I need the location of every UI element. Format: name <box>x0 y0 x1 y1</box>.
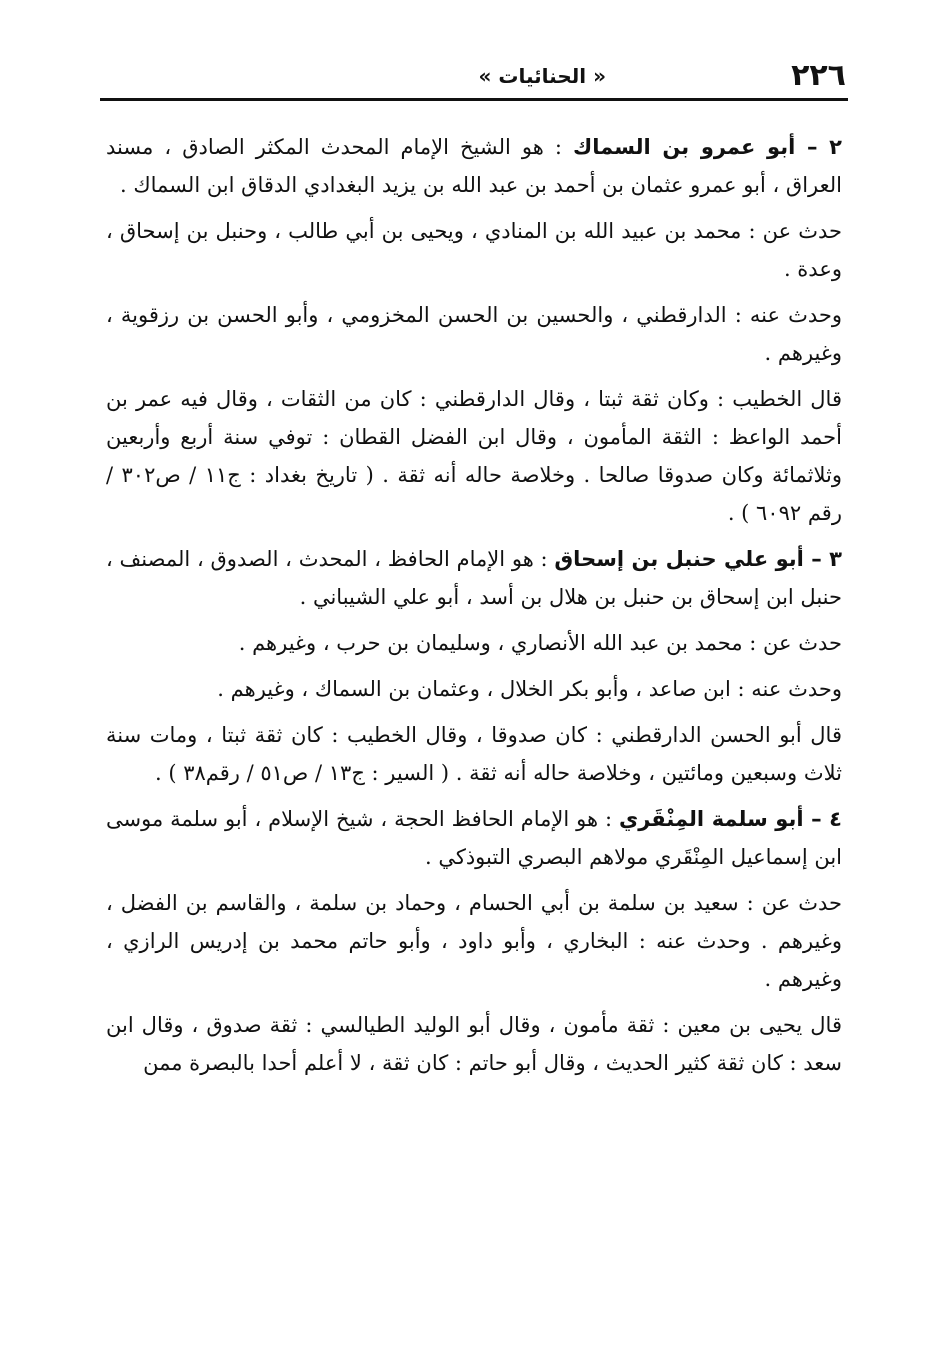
entry-2-students: وحدث عنه : الدارقطني ، والحسين بن الحسن المخزومي ، وأبو الحسن بن رزقوية ، وغيرهم . <box>106 303 842 365</box>
running-title: « الحنائيات » <box>478 64 606 88</box>
entry-3-students: وحدث عنه : ابن صاعد ، وأبو بكر الخلال ، وعثمان بن السماك ، وغيرهم . <box>217 677 842 701</box>
entry-3-intro <box>106 540 842 616</box>
entry-2-verdict: قال الخطيب : وكان ثقة ثبتا ، وقال الدارقطني : كان من الثقات ، وقال فيه عمر بن أحمد الواعظ : الثقة المأمون ، وقال ابن الفضل القطان : توفي سنة أربع وأربعين وثلاثمائة وكان صدوقا صالحا . وخلاصة حاله أنه ثقة . ( تاريخ بغداد : ج١١ / ص٣٠٢ / رقم ٦٠٩٢ ) . <box>106 387 842 525</box>
entry-3-teachers: حدث عن : محمد بن عبد الله الأنصاري ، وسليمان بن حرب ، وغيرهم . <box>238 631 842 655</box>
page-header <box>100 58 846 98</box>
entry-2-name: ٢ – أبو عمرو بن السماك <box>573 135 842 159</box>
entry-4-teachers-students: حدث عن : سعيد بن سلمة بن أبي الحسام ، وحماد بن سلمة ، والقاسم بن الفضل ، وغيرهم . وحدث عنه : البخاري ، وأبو داود ، وأبو حاتم محمد بن إدريس الرازي ، وغيرهم . <box>106 891 842 991</box>
page-body <box>106 128 842 1090</box>
header-rule <box>100 98 848 101</box>
entry-4-bio: : هو الإمام الحافظ الحجة ، شيخ الإسلام ، أبو سلمة موسى ابن إسماعيل المِنْقَري مولاهم البصري التبوذكي . <box>106 807 842 869</box>
entry-2-bio: : هو الشيخ الإمام المحدث المكثر الصادق ، مسند العراق ، أبو عمرو عثمان بن أحمد بن عبد الله بن يزيد البغدادي الدقاق ابن السماك . <box>106 135 842 197</box>
entry-4-intro <box>106 800 842 876</box>
entry-3-name: ٣ – أبو علي حنبل بن إسحاق <box>554 547 842 571</box>
entry-4-name: ٤ – أبو سلمة المِنْقَري <box>618 807 842 831</box>
page-number: ٢٢٦ <box>791 58 846 93</box>
entry-4-verdict: قال يحيى بن معين : ثقة مأمون ، وقال أبو الوليد الطيالسي : ثقة صدوق ، وقال ابن سعد : كان ثقة كثير الحديث ، وقال أبو حاتم : كان ثقة ، لا أعلم أحدا بالبصرة ممن <box>106 1013 842 1075</box>
entry-3-verdict: قال أبو الحسن الدارقطني : كان صدوقا ، وقال الخطيب : كان ثقة ثبتا ، ومات سنة ثلاث وسبعين ومائتين ، وخلاصة حاله أنه ثقة . ( السير : ج١٣ / ص٥١ / رقم٣٨ ) . <box>106 723 842 785</box>
entry-3-bio: : هو الإمام الحافظ ، المحدث ، الصدوق ، المصنف ، حنبل ابن إسحاق بن حنبل بن هلال بن أسد ، أبو علي الشيباني . <box>106 547 842 609</box>
entry-2-teachers: حدث عن : محمد بن عبيد الله بن المنادي ، ويحيى بن أبي طالب ، وحنبل بن إسحاق ، وعدة . <box>106 219 842 281</box>
entry-2-intro <box>106 128 842 204</box>
